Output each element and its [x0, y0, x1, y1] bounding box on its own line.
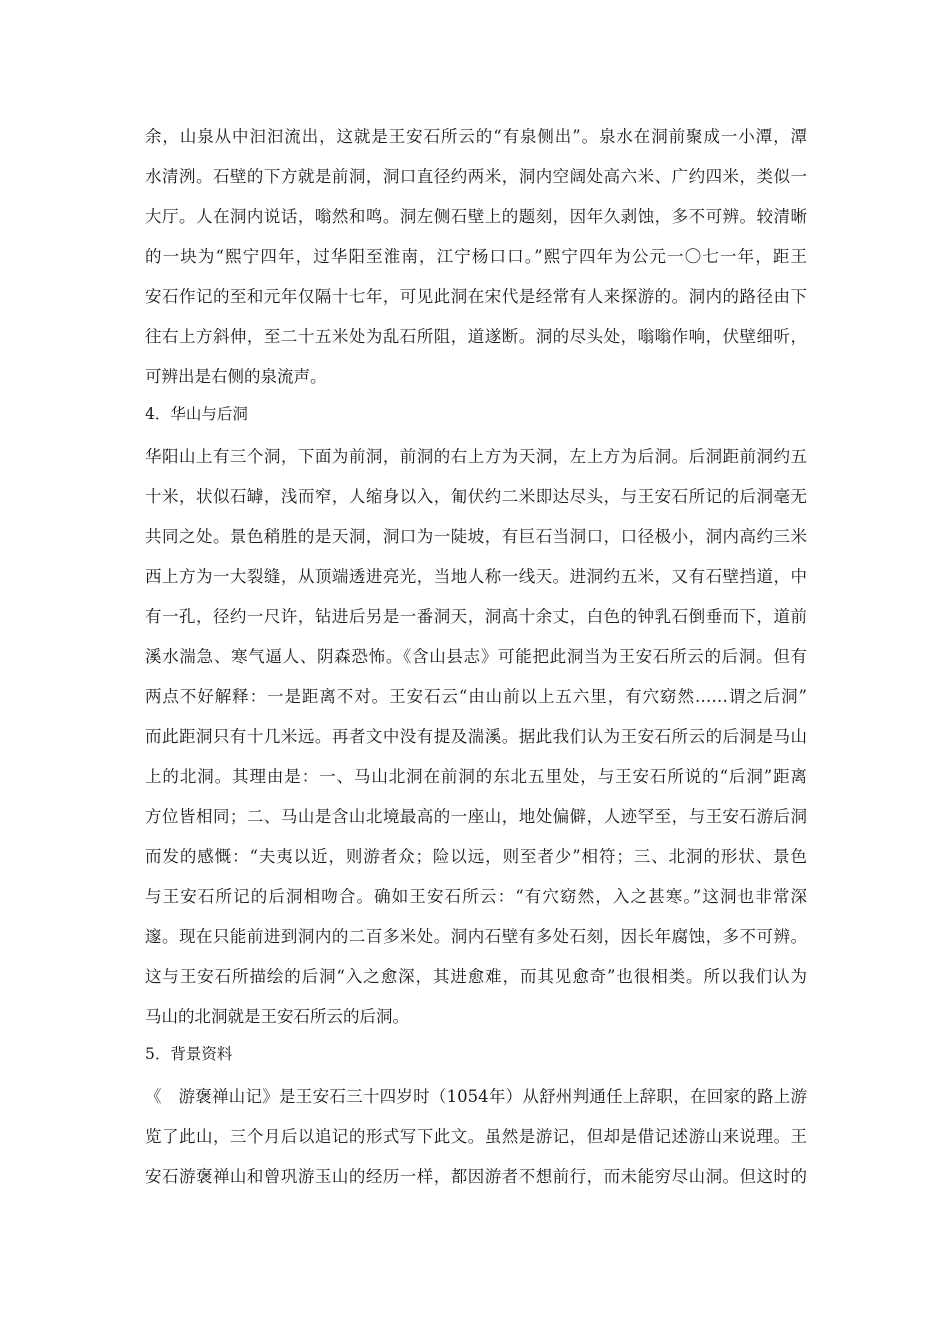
section-heading-4: 4．华山与后洞	[145, 405, 248, 423]
paragraph-line: 与王安石所记的后洞相吻合。确如王安石所云：“有穴窈然，入之甚寒。”这洞也非常深	[145, 887, 807, 906]
paragraph-line: 水清洌。石壁的下方就是前洞，洞口直径约两米，洞内空阔处高六米、广约四米，类似一	[145, 167, 807, 186]
paragraph-line: 邃。现在只能前进到洞内的二百多米处。洞内石壁有多处石刻，因长年腐蚀，多不可辨。	[145, 927, 807, 946]
section-heading-5: 5．背景资料	[145, 1045, 233, 1063]
paragraph-line: 华阳山上有三个洞，下面为前洞，前洞的右上方为天洞，左上方为后洞。后洞距前洞约五	[145, 447, 807, 466]
paragraph-line: 这与王安石所描绘的后洞“入之愈深，其进愈难，而其见愈奇”也很相类。所以我们认为	[145, 967, 807, 986]
paragraph-line: 西上方为一大裂缝，从顶端透进亮光，当地人称一线天。进洞约五米，又有石壁挡道，中	[145, 567, 807, 586]
paragraph-line: 方位皆相同；二、马山是含山北境最高的一座山，地处偏僻，人迹罕至，与王安石游后洞	[145, 807, 807, 826]
paragraph-line: 马山的北洞就是王安石所云的后洞。	[145, 1007, 409, 1026]
paragraph-line: 往右上方斜伸，至二十五米处为乱石所阻，道遂断。洞的尽头处，嗡嗡作响，伏壁细听，	[145, 327, 807, 346]
paragraph-line: 的一块为“熙宁四年，过华阳至淮南，江宁杨口口。”熙宁四年为公元一〇七一年，距王	[145, 247, 807, 266]
paragraph-line: 而此距洞只有十几米远。再者文中没有提及湍溪。据此我们认为王安石所云的后洞是马山	[145, 727, 807, 746]
paragraph-line: 览了此山，三个月后以追记的形式写下此文。虽然是游记，但却是借记述游山来说理。王	[145, 1127, 807, 1146]
paragraph-line: 而发的感慨：“夫夷以近，则游者众；险以远，则至者少”相符；三、北洞的形状、景色	[145, 847, 807, 866]
paragraph-line: 安石作记的至和元年仅隔十七年，可见此洞在宋代是经常有人来探游的。洞内的路径由下	[145, 287, 807, 306]
paragraph-line: 余，山泉从中汩汩流出，这就是王安石所云的“有泉侧出”。泉水在洞前聚成一小潭，潭	[145, 127, 807, 146]
paragraph-line: 《 游褒禅山记》是王安石三十四岁时（1054年）从舒州判通任上辞职，在回家的路上游	[145, 1087, 807, 1106]
paragraph-line: 十米，状似石罅，浅而窄，人缩身以入，匍伏约二米即达尽头，与王安石所记的后洞毫无	[145, 487, 807, 506]
paragraph-line: 有一孔，径约一尺许，钻进后另是一番洞天，洞高十余丈，白色的钟乳石倒垂而下，道前	[145, 607, 807, 626]
paragraph-line: 共同之处。景色稍胜的是天洞，洞口为一陡坡，有巨石当洞口，口径极小，洞内高约三米	[145, 527, 807, 546]
paragraph-line: 安石游褒禅山和曾巩游玉山的经历一样，都因游者不想前行，而未能穷尽山洞。但这时的	[145, 1167, 807, 1186]
paragraph-line: 两点不好解释：一是距离不对。王安石云“由山前以上五六里，有穴窈然……谓之后洞”	[145, 687, 807, 706]
paragraph-line: 可辨出是右侧的泉流声。	[145, 367, 327, 386]
paragraph-line: 上的北洞。其理由是：一、马山北洞在前洞的东北五里处，与王安石所说的“后洞”距离	[145, 767, 807, 786]
paragraph-line: 溪水湍急、寒气逼人、阴森恐怖。《含山县志》可能把此洞当为王安石所云的后洞。但有	[145, 647, 807, 666]
paragraph-line: 大厅。人在洞内说话，嗡然和鸣。洞左侧石壁上的题刻，因年久剥蚀，多不可辨。较清晰	[145, 207, 807, 226]
